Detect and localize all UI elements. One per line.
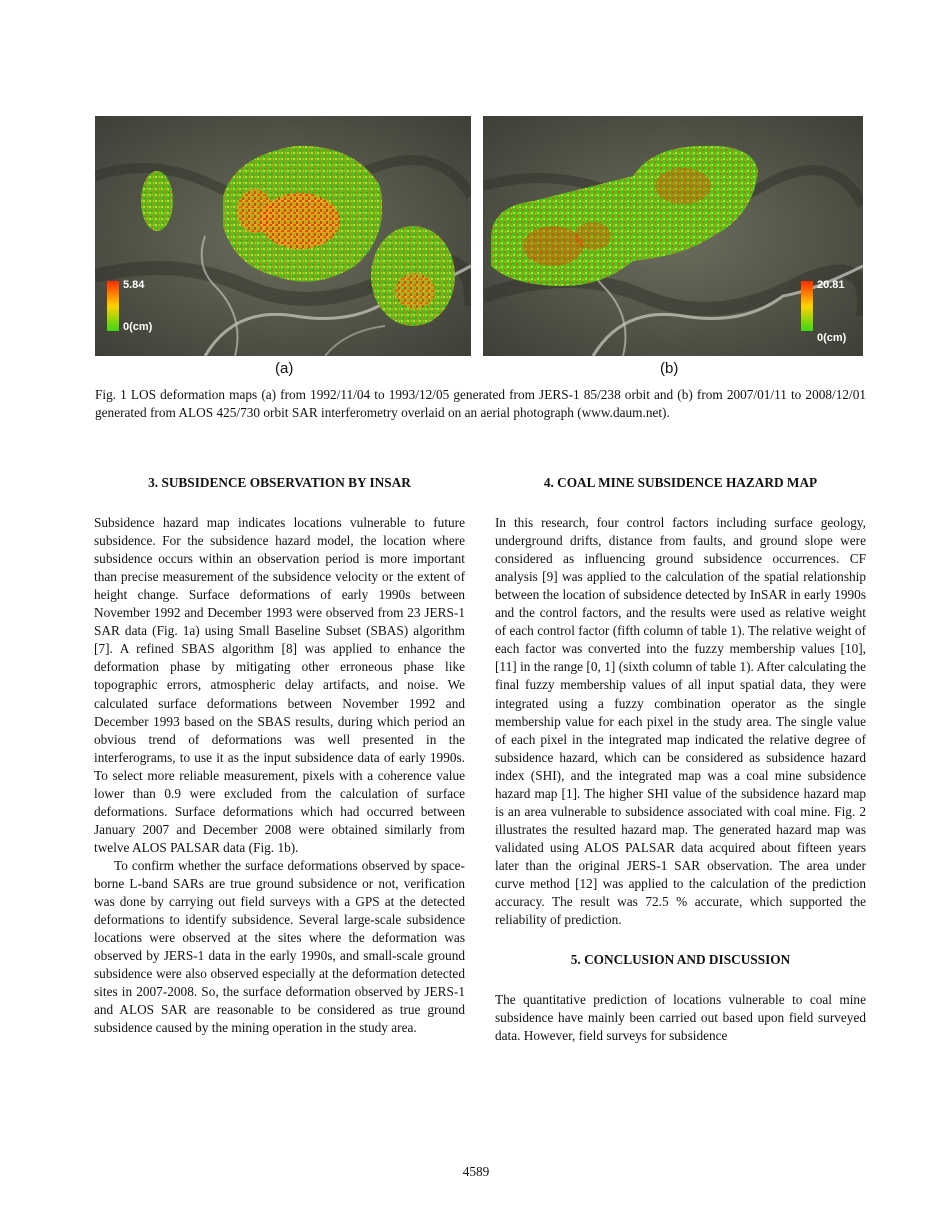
panel-b-label: (b) — [660, 360, 679, 377]
scale-bar-b — [801, 281, 813, 331]
page-number: 4589 — [462, 1164, 490, 1179]
scale-max-b: 20.81 — [817, 279, 845, 291]
section-3-paragraph-1: Subsidence hazard map indicates locations vulnerable to future subsidence. For the subsidence hazard model, the location where subsidence occurs within an observation period is more important than precise measurement of the subsidence velocity or the extent of height change. Surface deformations of early 1990s between November 1992 and December 1993 were observed from 23 JERS-1 SAR data (Fig. 1a) using Small Baseline Subset (SBAS) algorithm [7]. A refined SBAS algorithm [8] was applied to enhance the deformation phase by mitigating other erroneous phase like topographic errors, atmospheric delay artifacts, and noise. We calculated surface deformations between November 1992 and December 1993 based on the SBAS results, during which period an obvious trend of deformations was well presented in the interferograms, to use it as the input subsidence data of early 1990s. To select more reliable measurement, pixels with a coherence value lower than 0.9 were excluded from the calculation of surface deformations. Surface deformations which had occurred between January 2007 and December 2008 were obtained similarly from twelve ALOS PALSAR data (Fig. 1b). — [94, 515, 465, 855]
figure-caption: Fig. 1 LOS deformation maps (a) from 1992/11/04 to 1993/12/05 generated from JERS-1 85/238 orbit and (b) from 2007/01/11 to 2008/12/01 generated from ALOS 425/730 orbit SAR interferometry overlaid on an aerial photograph (www.daum.net). — [95, 387, 866, 420]
map-a-image — [95, 116, 471, 356]
left-column — [94, 474, 465, 1037]
deformation-map-b — [483, 116, 863, 356]
section-3-paragraph-2: To confirm whether the surface deformations observed by space-borne L-band SARs are true ground subsidence or not, verification was done by carrying out field surveys with a GPS at the detected deformations to identify subsidence. Several large-scale subsidence locations were observed at the sites where the deformation was observed by JERS-1 data in the early 1990s, and small-scale ground subsidence were also observed especially at the deformation detected sites in 2007-2008. So, the surface deformation observed by JERS-1 and ALOS SAR are reasonable to be considered as true ground subsidence caused by the mining operation in the study area. — [94, 857, 465, 1036]
section-4-paragraph: In this research, four control factors including surface geology, underground drifts, distance from faults, and ground slope were considered as influencing ground subsidence occurrences. CF analysis [9] was applied to the calculation of the spatial relationship between the location of subsidence detected by InSAR in early 1990s and the control factors, and the results were used as relative weight of each control factor (fifth column of table 1). The relative weight of each factor was converted into the fuzzy membership values [10],[11] in the range [0, 1] (sixth column of table 1). After calculating the final fuzzy membership values of all input spatial data, they were integrated using a fuzzy combination operator as the single membership value for each pixel in the study area. The single value of each pixel in the integrated map indicated the relative degree of subsidence hazard, which can be considered as subsidence hazard index (SHI), and the integrated map was a coal mine subsidence hazard map [1]. The higher SHI value of the subsidence hazard map is an area vulnerable to subsidence associated with coal mine. Fig. 2 illustrates the resulted hazard map. The generated hazard map was validated using ALOS PALSAR data acquired about fifteen years later than the original JERS-1 SAR observation. The area under curve method [12] was applied to the calculation of the prediction accuracy. The result was 72.5 % accurate, which supported the reliability of prediction. — [495, 515, 866, 928]
section-4-heading: 4. COAL MINE SUBSIDENCE HAZARD MAP — [543, 475, 818, 490]
deformation-map-a — [95, 116, 471, 356]
scale-bar-a — [107, 281, 119, 331]
figure-1 — [95, 116, 863, 356]
scale-min-a: 0(cm) — [123, 321, 153, 333]
section-5-paragraph: The quantitative prediction of locations vulnerable to coal mine subsidence have mainly been carried out based upon field surveyed data. However, field surveys for subsidence — [495, 992, 866, 1044]
map-b-image — [483, 116, 863, 356]
section-5-heading: 5. CONCLUSION AND DISCUSSION — [570, 952, 791, 968]
section-3-heading: 3. SUBSIDENCE OBSERVATION BY INSAR — [148, 475, 411, 490]
scale-max-a: 5.84 — [123, 279, 145, 291]
panel-a-label: (a) — [275, 360, 294, 377]
scale-min-b: 0(cm) — [817, 332, 847, 344]
right-column — [495, 474, 866, 1045]
